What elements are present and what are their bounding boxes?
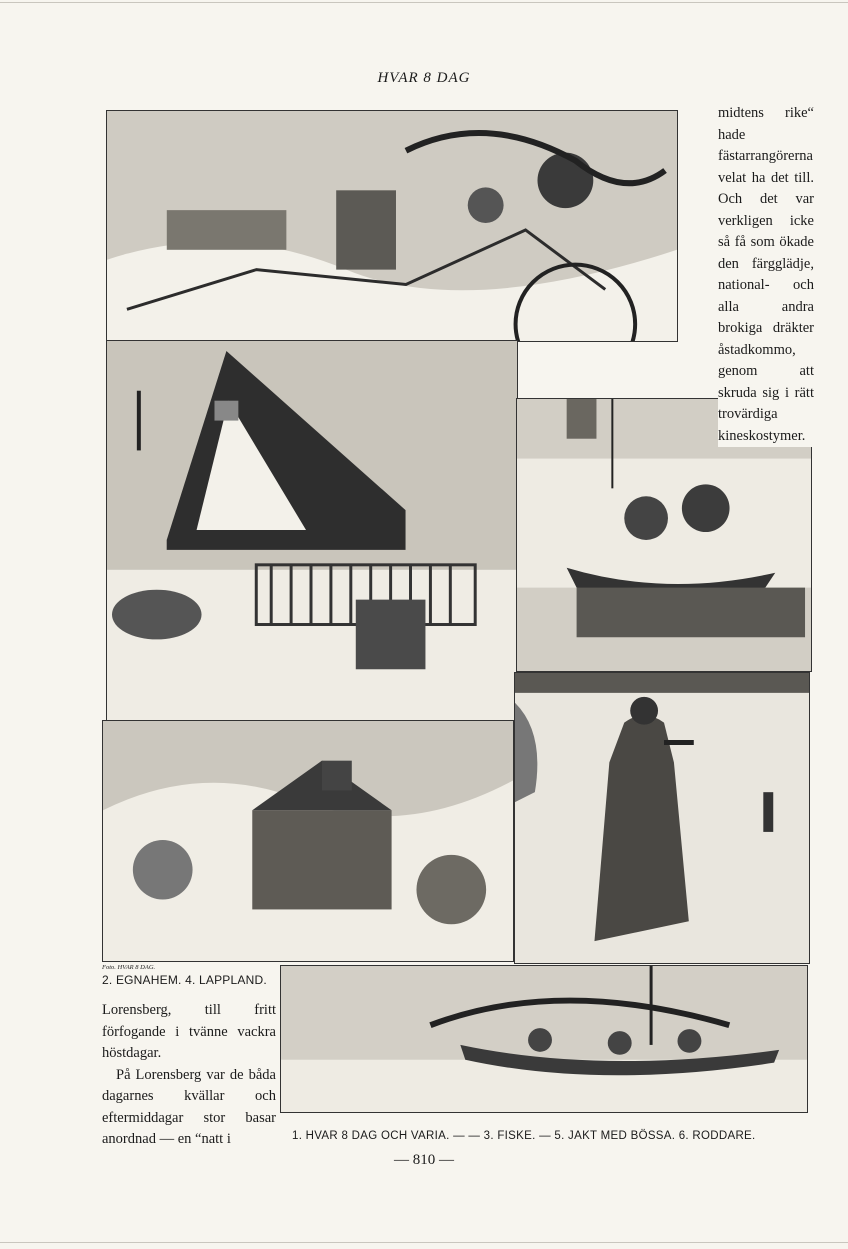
photo-6-illustration — [281, 966, 807, 1112]
photo-1-varia — [106, 110, 678, 342]
left-paragraph-2: På Lorensberg var de båda dagarnes kvällar och eftermiddagar stor basar anordnad — en “natt i — [102, 1066, 276, 1147]
photo-5-jakt — [514, 672, 810, 964]
right-paragraph: midtens rike“ hade fästarrangörerna velat ha det till. Och det var verkligen icke så få som ökade den färgglädje, national- och alla andra brokiga dräkter åstadkommo, genom att skruda sig i rätt trovärdiga kineskostymer. — [718, 105, 814, 444]
photo-2-illustration — [107, 341, 517, 721]
photo-6-roddare — [280, 965, 808, 1113]
bottom-rule — [0, 1242, 848, 1243]
photo-credit: Foto. HVAR 8 DAG. — [102, 964, 156, 971]
caption-bottom: 1. HVAR 8 DAG OCH VARIA. — — 3. FISKE. — 5. JAKT MED BÖSSA. 6. RODDARE. — [292, 1130, 756, 1142]
photo-5-illustration — [515, 673, 809, 963]
left-paragraph-1: Lorensberg, till fritt förfogande i tvänne vackra höstdagar. — [102, 1002, 276, 1061]
top-rule — [0, 2, 848, 3]
photo-2-egnahem — [106, 340, 518, 722]
page-header: HVAR 8 DAG — [377, 70, 471, 86]
photo-4-illustration — [103, 721, 513, 961]
right-text-column — [718, 103, 814, 447]
photo-4-lappland — [102, 720, 514, 962]
photo-1-illustration — [107, 111, 677, 341]
caption-left: 2. EGNAHEM. 4. LAPPLAND. — [102, 973, 267, 987]
page-number: — 810 — — [394, 1152, 454, 1168]
left-text-column — [102, 1000, 276, 1151]
